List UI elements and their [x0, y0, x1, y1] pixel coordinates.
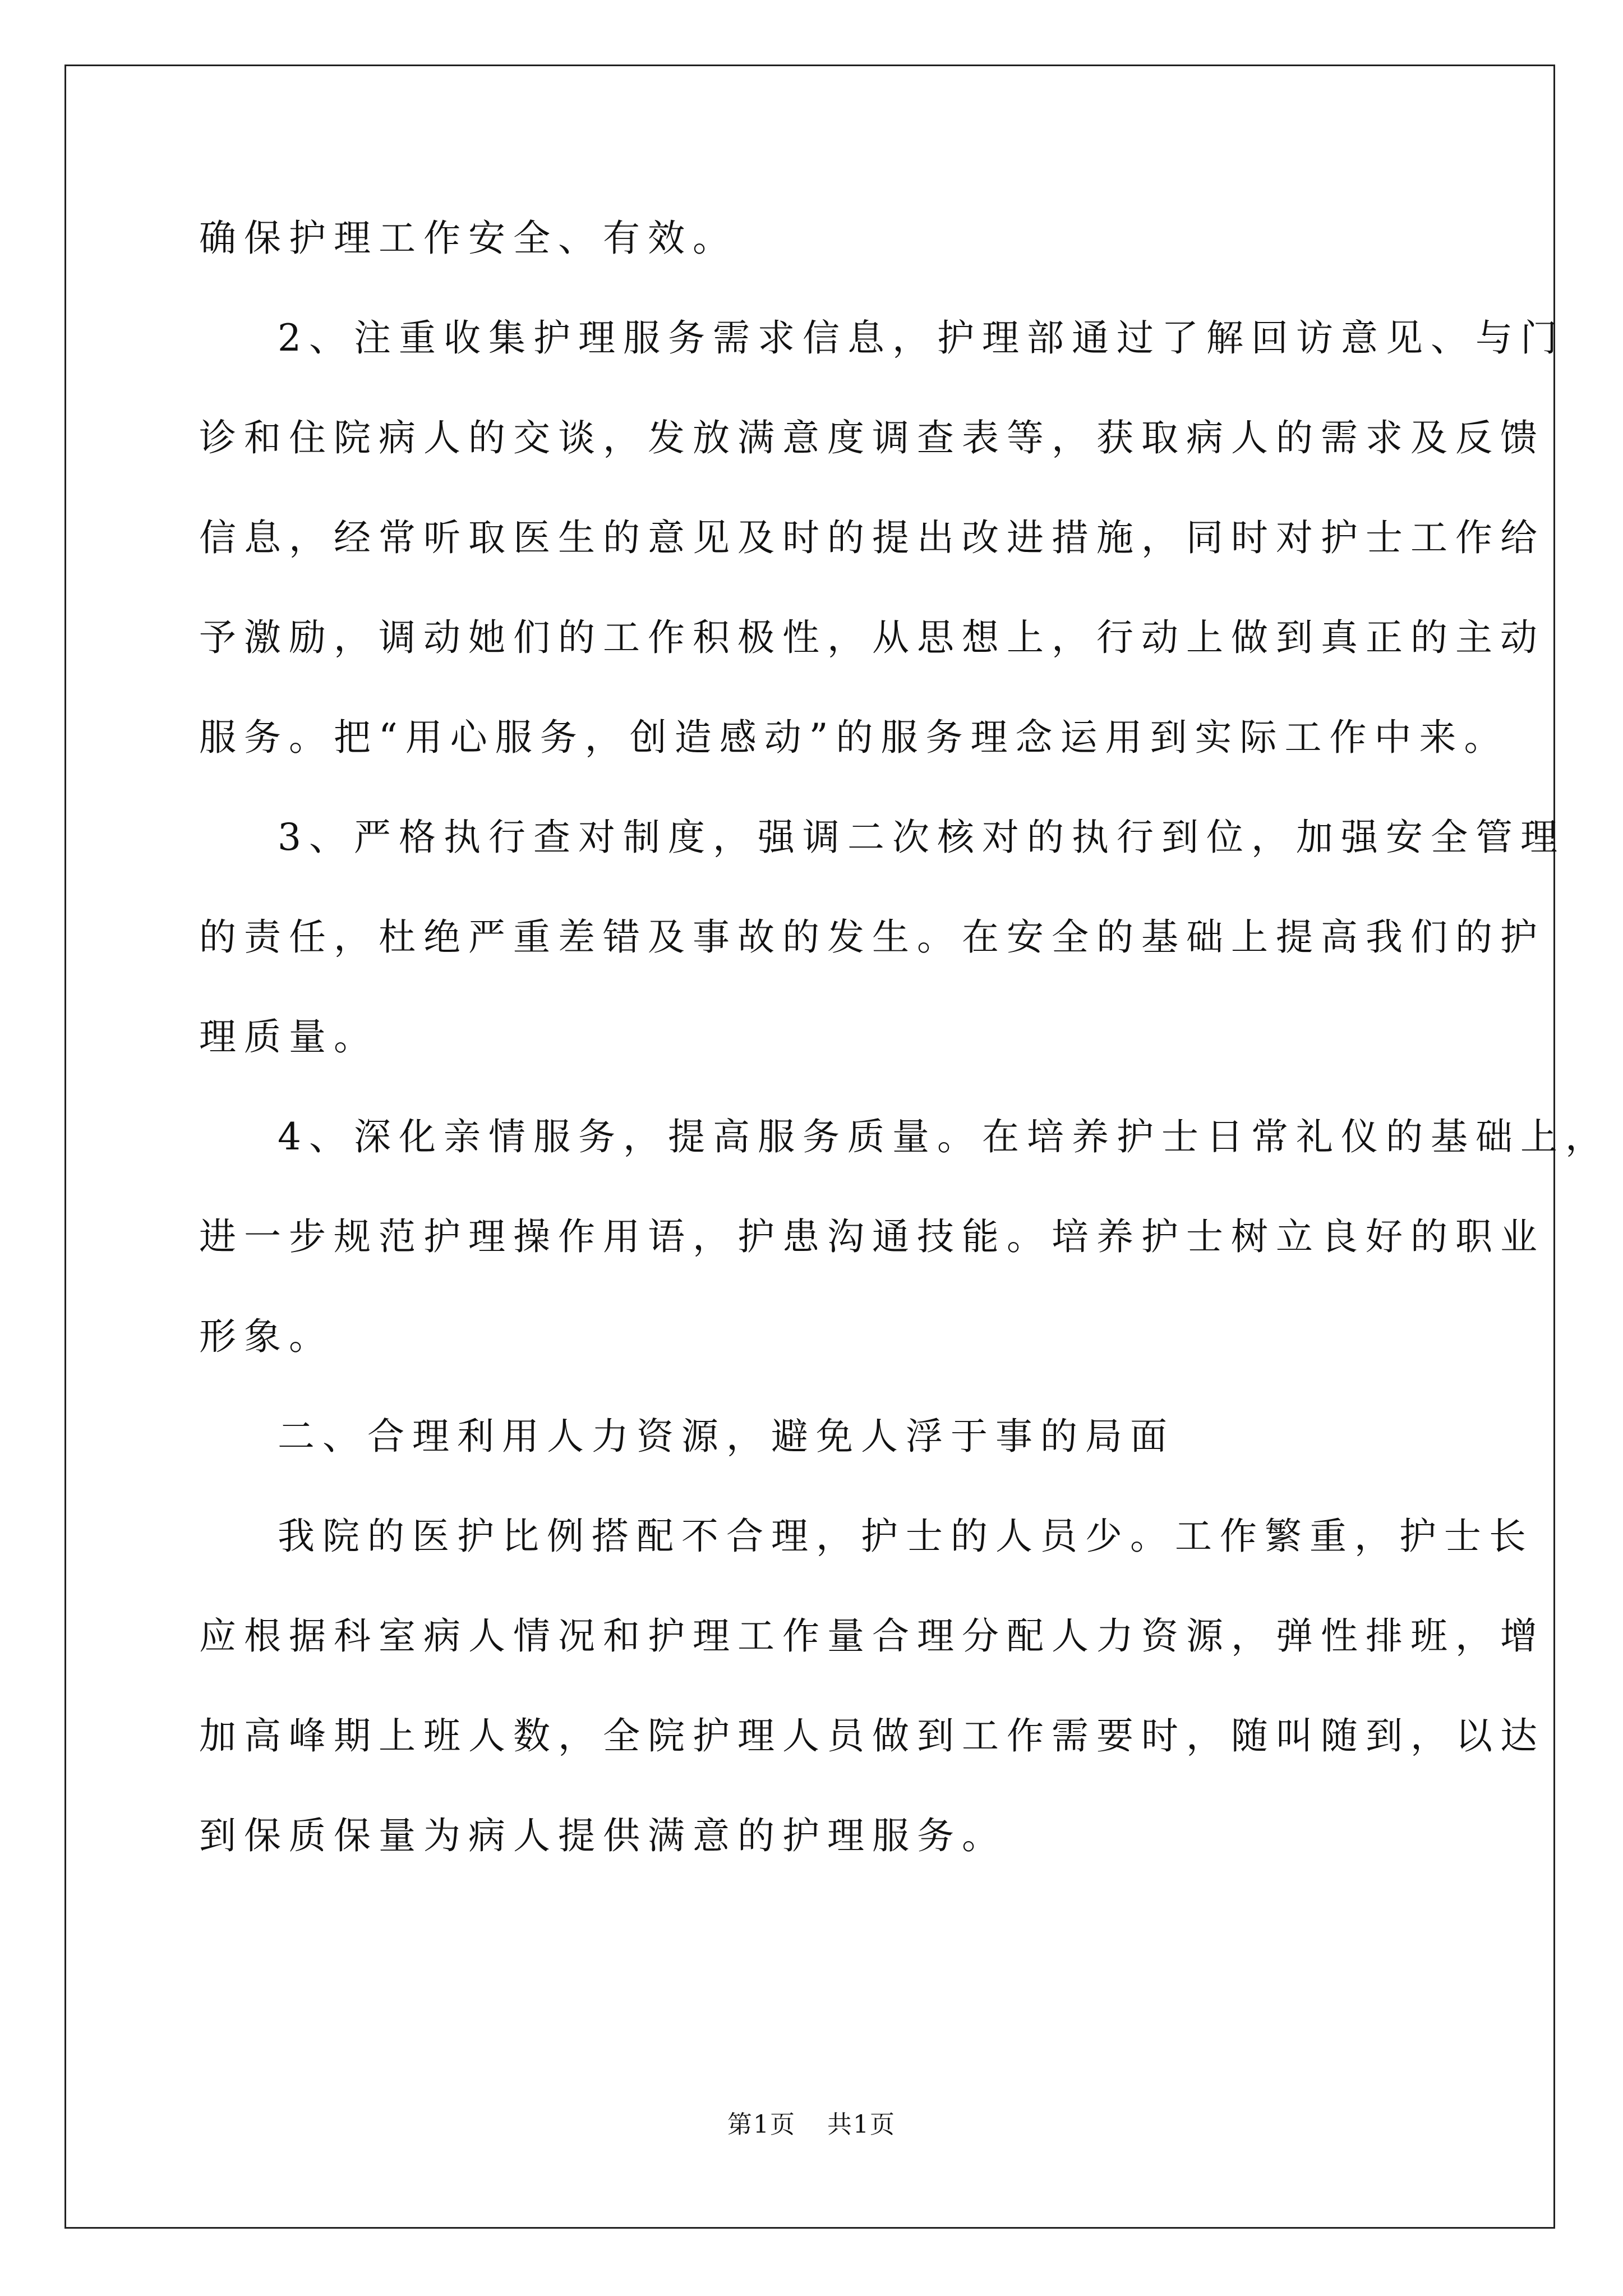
text-line: 的责任，杜绝严重差错及事故的发生。在安全的基础上提高我们的护: [199, 915, 1545, 959]
text-line: 加高峰期上班人数，全院护理人员做到工作需要时，随叫随到，以达: [199, 1714, 1545, 1757]
section-heading: 二、合理利用人力资源，避免人浮于事的局面: [278, 1415, 1175, 1458]
text-line: 4、深化亲情服务，提高服务质量。在培养护士日常礼仪的基础上，: [278, 1115, 1610, 1158]
page-number-current: 第1页: [727, 2110, 796, 2139]
text-line: 诊和住院病人的交谈，发放满意度调查表等，获取病人的需求及反馈: [199, 416, 1545, 459]
text-line: 形象。: [199, 1315, 334, 1358]
text-line: 2、注重收集护理服务需求信息，护理部通过了解回访意见、与门: [278, 316, 1565, 360]
text-line: 确保护理工作安全、有效。: [199, 217, 737, 260]
page-number-total: 共1页: [827, 2110, 896, 2139]
text-line: 应根据科室病人情况和护理工作量合理分配人力资源，弹性排班，增: [199, 1614, 1545, 1658]
text-line: 进一步规范护理操作用语，护患沟通技能。培养护士树立良好的职业: [199, 1215, 1545, 1258]
text-line: 到保质保量为病人提供满意的护理服务。: [199, 1814, 1007, 1857]
text-line: 服务。把“用心服务，创造感动”的服务理念运用到实际工作中来。: [199, 716, 1509, 759]
text-line: 予激励，调动她们的工作积极性，从思想上，行动上做到真正的主动: [199, 616, 1545, 659]
text-line: 信息，经常听取医生的意见及时的提出改进措施，同时对护士工作给: [199, 516, 1545, 559]
text-line: 理质量。: [199, 1015, 379, 1059]
text-line: 3、严格执行查对制度，强调二次核对的执行到位，加强安全管理: [278, 816, 1565, 859]
page-footer: [0, 2109, 1623, 2141]
text-line: 我院的医护比例搭配不合理，护士的人员少。工作繁重，护士长: [278, 1515, 1534, 1558]
